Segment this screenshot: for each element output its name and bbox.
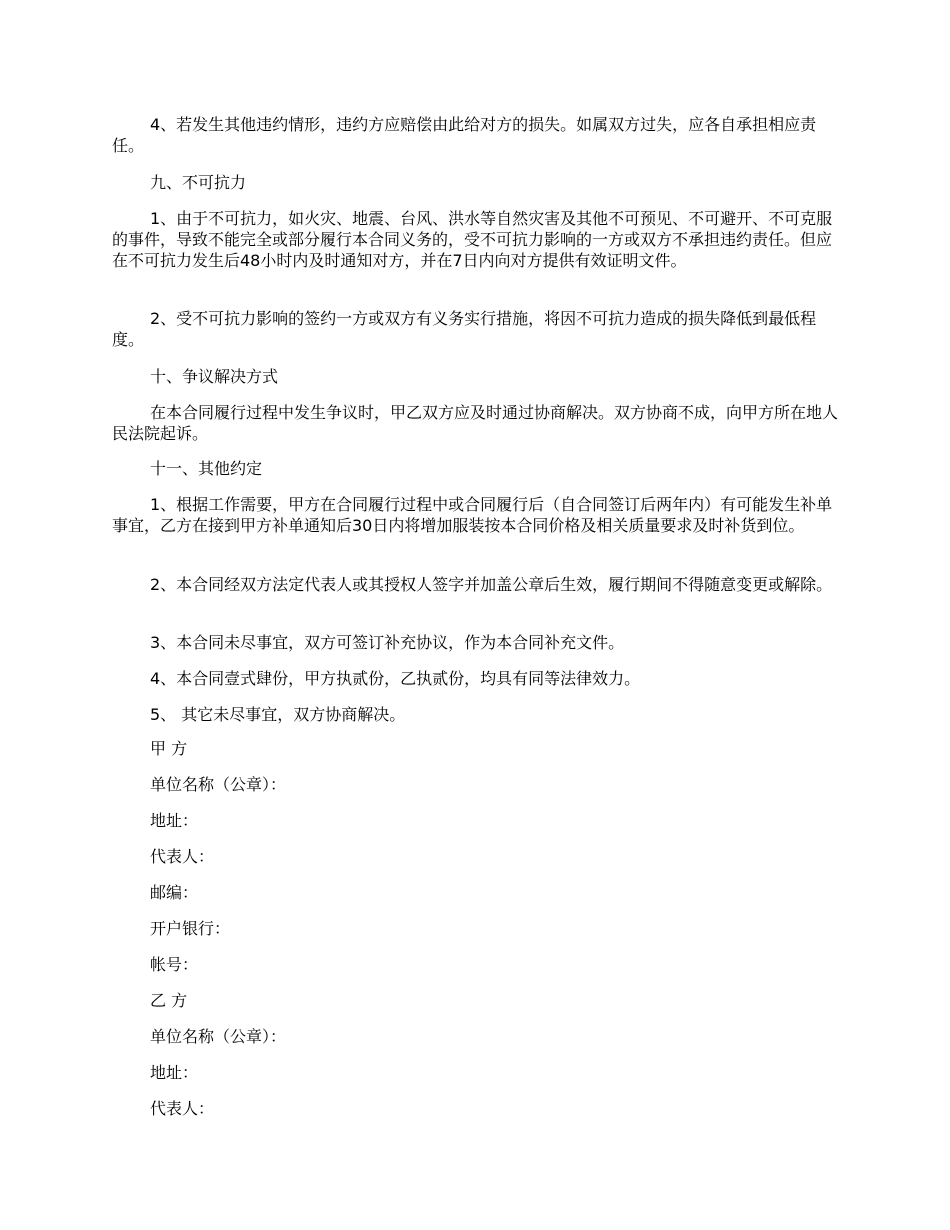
clause-11-2: 2、本合同经双方法定代表人或其授权人签字并加盖公章后生效，履行期间不得随意变更或解除。 bbox=[150, 575, 833, 594]
section-9-heading: 九、不可抗力 bbox=[150, 173, 247, 192]
party-a-postcode: 邮编： bbox=[150, 883, 199, 902]
clause-10-body: 在本合同履行过程中发生争议时，甲乙双方应及时通过协商解决。双方协商不成，向甲方所在地人民法院起诉。 bbox=[112, 403, 839, 443]
section-11-heading: 十一、其他约定 bbox=[150, 459, 263, 478]
party-a-unit-name: 单位名称（公章）： bbox=[150, 775, 287, 794]
clause-8-4: 4、若发生其他违约情形，违约方应赔偿由此给对方的损失。如属双方过失，应各自承担相应责任。 bbox=[112, 115, 817, 155]
party-a-account: 帐号： bbox=[150, 955, 199, 974]
clause-9-2: 2、受不可抗力影响的签约一方或双方有义务实行措施，将因不可抗力造成的损失降低到最低程度。 bbox=[112, 309, 817, 349]
party-b-representative: 代表人： bbox=[150, 1099, 215, 1118]
clause-11-3: 3、本合同未尽事宜，双方可签订补充协议，作为本合同补充文件。 bbox=[150, 633, 625, 652]
clause-9-1: 1、由于不可抗力，如火灾、地震、台风、洪水等自然灾害及其他不可预见、不可避开、不可克服的事件，导致不能完全或部分履行本合同义务的，受不可抗力影响的一方或双方不承担违约责任。但应在不可抗力发生后48小时内及时通知对方，并在7日内向对方提供有效证明文件。 bbox=[112, 209, 833, 270]
party-b-address: 地址： bbox=[150, 1063, 199, 1082]
clause-11-4: 4、本合同壹式肆份，甲方执贰份，乙执贰份，均具有同等法律效力。 bbox=[150, 669, 641, 688]
party-a-representative: 代表人： bbox=[150, 847, 215, 866]
clause-11-1: 1、根据工作需要，甲方在合同履行过程中或合同履行后（自合同签订后两年内）有可能发生补单事宜，乙方在接到甲方补单通知后30日内将增加服装按本合同价格及相关质量要求及时补货到位。 bbox=[112, 495, 833, 535]
party-b-unit-name: 单位名称（公章）： bbox=[150, 1027, 287, 1046]
section-10-heading: 十、争议解决方式 bbox=[150, 367, 279, 386]
party-b-title: 乙 方 bbox=[150, 991, 188, 1010]
party-a-address: 地址： bbox=[150, 811, 199, 830]
party-a-title: 甲 方 bbox=[150, 739, 188, 758]
party-a-bank: 开户银行： bbox=[150, 919, 231, 938]
clause-11-5: 5、 其它未尽事宜，双方协商解决。 bbox=[150, 705, 406, 724]
